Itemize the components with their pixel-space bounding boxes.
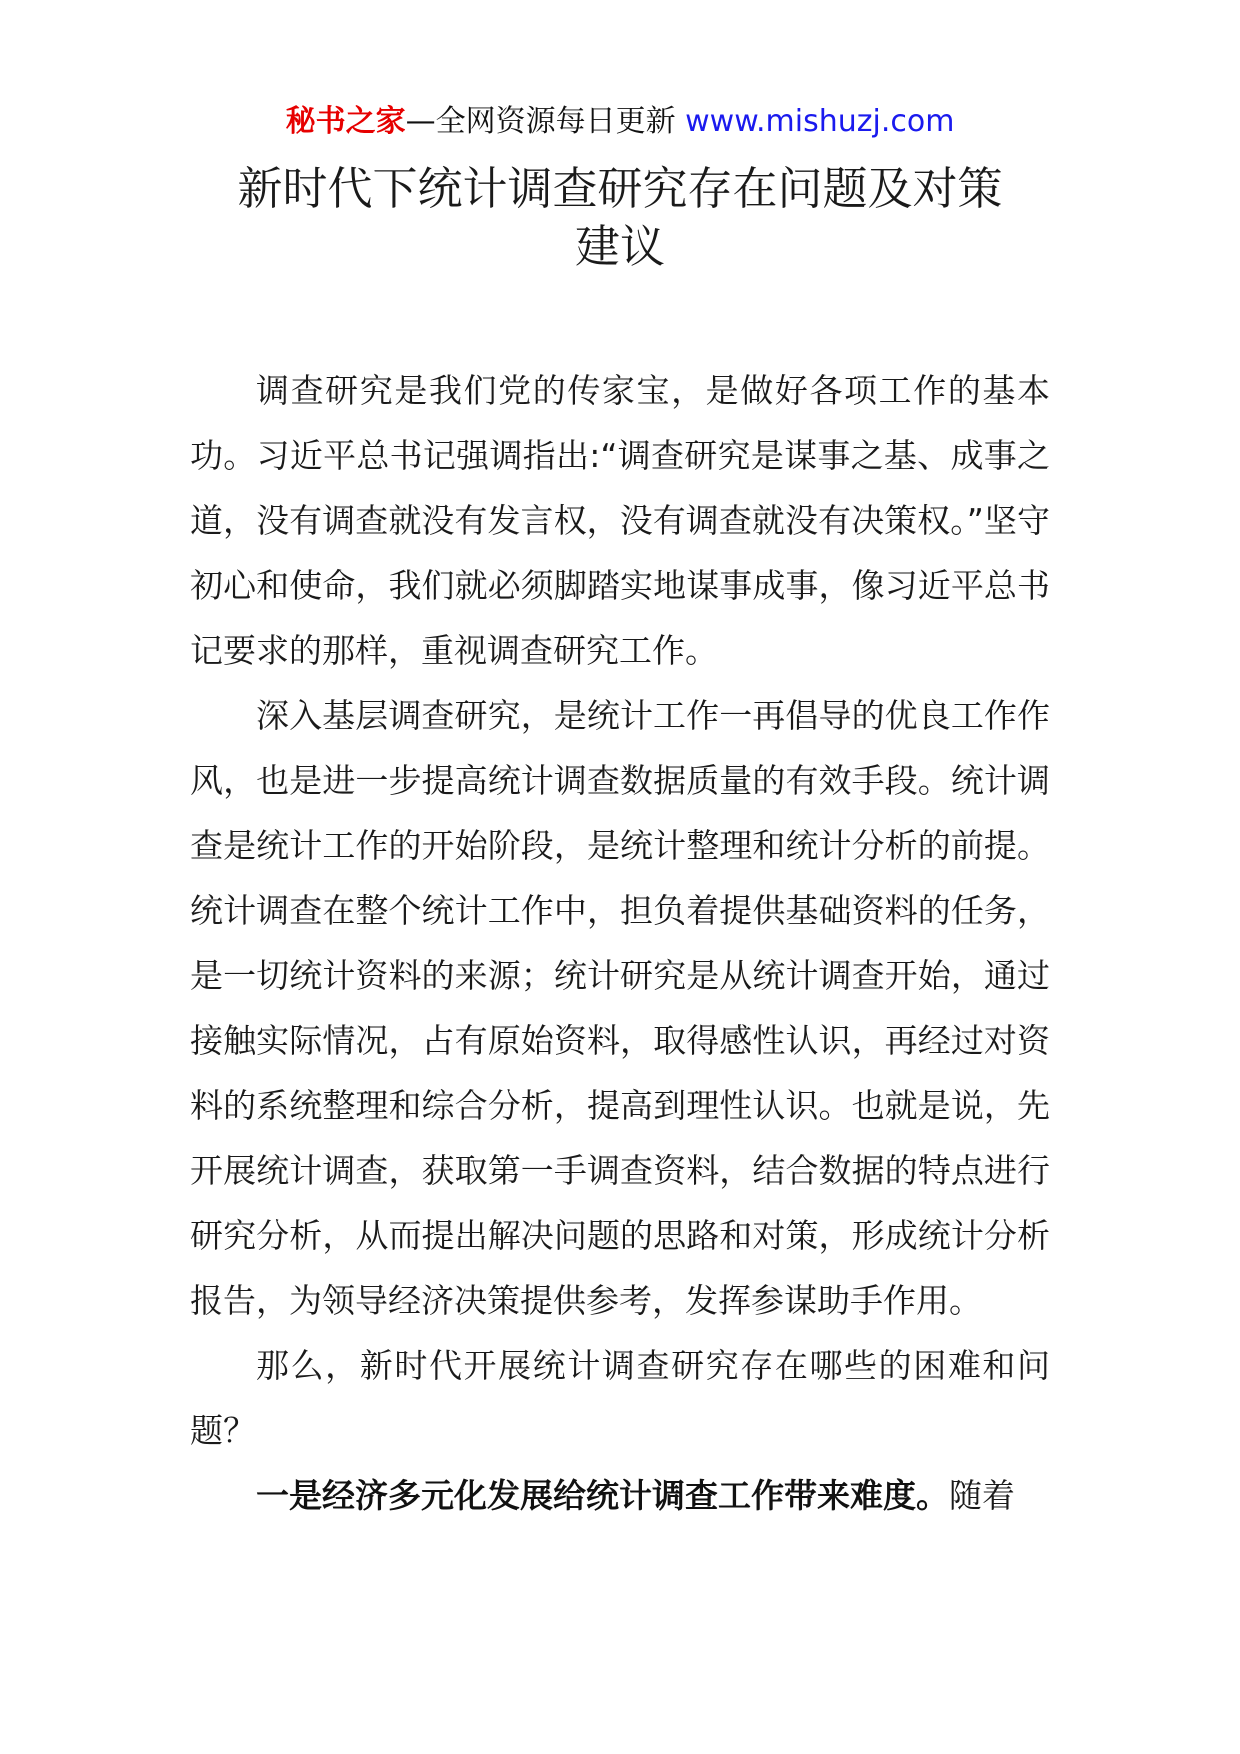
paragraph-2: 深入基层调查研究，是统计工作一再倡导的优良工作作风，也是进一步提高统计调查数据质量的有效手段。统计调查是统计工作的开始阶段，是统计整理和统计分析的前提。统计调查在整个统计工作中，担负着提供基础资料的任务，是一切统计资料的来源；统计研究是从统计调查开始，通过接触实际情况，占有原始资料，取得感性认识，再经过对资料的系统整理和综合分析，提高到理性认识。也就是说，先开展统计调查，获取第一手调查资料，结合数据的特点进行研究分析，从而提出解决问题的思路和对策，形成统计分析报告，为领导经济决策提供参考，发挥参谋助手作用。 [190,696,1050,1320]
site-header [0,100,1240,144]
header-slogan: —全网资源每日更新 [405,104,686,139]
paragraph-1: 调查研究是我们党的传家宝，是做好各项工作的基本功。习近平总书记强调指出:“调查研究是谋事之基、成事之道，没有调查就没有发言权，没有调查就没有决策权。”坚守初心和使命，我们就必须脚踏实地谋事成事，像习近平总书记要求的那样，重视调查研究工作。 [190,371,1050,670]
paragraph-4-text: 随着 [949,1476,1015,1515]
title-line-1: 新时代下统计调查研究存在问题及对策 [237,162,1003,215]
title-line-2: 建议 [574,220,665,273]
document-title [190,160,1050,276]
paragraph-4-lead: 一是经济多元化发展给统计调查工作带来难度。 [256,1476,949,1515]
paragraph-3: 那么，新时代开展统计调查研究存在哪些的困难和问题？ [190,1346,1050,1450]
document-body [190,358,1050,1528]
site-url-link[interactable]: www.mishuzj.com [685,104,955,139]
brand-name: 秘书之家 [285,104,406,139]
paragraph-4 [190,1463,1050,1528]
